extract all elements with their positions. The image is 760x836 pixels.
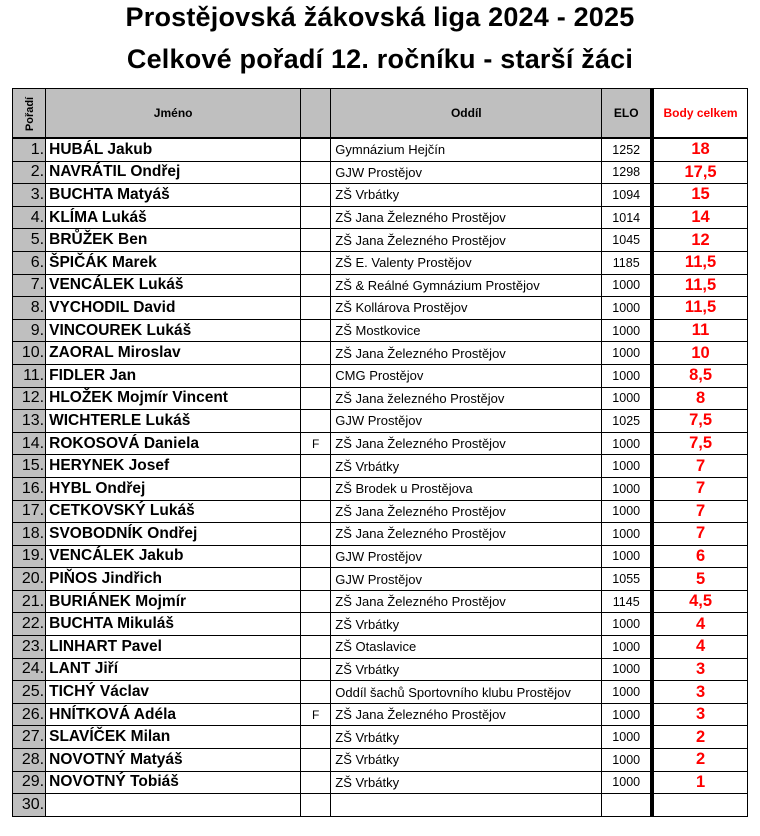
table-row: [13, 161, 748, 184]
row-name: SLAVÍČEK Milan: [46, 726, 301, 749]
row-name: VENCÁLEK Jakub: [46, 545, 301, 568]
row-elo: [602, 794, 652, 817]
row-name: HYBL Ondřej: [46, 477, 301, 500]
row-position: 17.: [13, 500, 46, 523]
row-position: 8.: [13, 297, 46, 320]
row-flag: [301, 410, 331, 433]
table-row: [13, 455, 748, 478]
row-flag: F: [301, 432, 331, 455]
row-name: NOVOTNÝ Matyáš: [46, 749, 301, 772]
row-name: CETKOVSKÝ Lukáš: [46, 500, 301, 523]
row-points: 12: [652, 229, 747, 252]
table-row: [13, 500, 748, 523]
table-body: [13, 138, 748, 816]
row-elo: 1000: [602, 297, 652, 320]
row-elo: 1000: [602, 342, 652, 365]
row-flag: [301, 364, 331, 387]
row-points: 11,5: [652, 274, 747, 297]
row-club: GJW Prostějov: [331, 161, 602, 184]
row-points: 1: [652, 771, 747, 794]
row-elo: 1298: [602, 161, 652, 184]
table-row: [13, 771, 748, 794]
table-row: [13, 138, 748, 161]
row-name: BURIÁNEK Mojmír: [46, 590, 301, 613]
row-name: FIDLER Jan: [46, 364, 301, 387]
row-club: ZŠ Jana Železného Prostějov: [331, 703, 602, 726]
row-position: 2.: [13, 161, 46, 184]
row-club: ZŠ Jana Železného Prostějov: [331, 590, 602, 613]
row-name: HUBÁL Jakub: [46, 138, 301, 161]
row-flag: [301, 545, 331, 568]
row-flag: [301, 477, 331, 500]
row-points: 4: [652, 613, 747, 636]
row-name: BUCHTA Matyáš: [46, 184, 301, 207]
row-elo: 1000: [602, 455, 652, 478]
row-flag: [301, 771, 331, 794]
row-name: WICHTERLE Lukáš: [46, 410, 301, 433]
table-row: [13, 206, 748, 229]
row-name: KLÍMA Lukáš: [46, 206, 301, 229]
row-name: VENCÁLEK Lukáš: [46, 274, 301, 297]
header-elo: ELO: [602, 89, 652, 139]
table-row: [13, 297, 748, 320]
row-position: 5.: [13, 229, 46, 252]
row-elo: 1000: [602, 636, 652, 659]
table-row: [13, 477, 748, 500]
row-flag: [301, 274, 331, 297]
header-points: Body celkem: [652, 89, 747, 139]
table-row: [13, 681, 748, 704]
row-elo: 1000: [602, 477, 652, 500]
row-flag: [301, 342, 331, 365]
row-points: 17,5: [652, 161, 747, 184]
row-club: GJW Prostějov: [331, 568, 602, 591]
row-flag: F: [301, 703, 331, 726]
row-club: GJW Prostějov: [331, 545, 602, 568]
row-elo: 1000: [602, 319, 652, 342]
row-position: 19.: [13, 545, 46, 568]
row-club: Gymnázium Hejčín: [331, 138, 602, 161]
row-club: [331, 794, 602, 817]
row-elo: 1014: [602, 206, 652, 229]
row-name: BUCHTA Mikuláš: [46, 613, 301, 636]
row-club: ZŠ Jana Železného Prostějov: [331, 206, 602, 229]
row-name: VYCHODIL David: [46, 297, 301, 320]
row-points: 3: [652, 658, 747, 681]
row-points: 4,5: [652, 590, 747, 613]
table-row: [13, 749, 748, 772]
row-flag: [301, 387, 331, 410]
row-flag: [301, 251, 331, 274]
row-club: ZŠ Otaslavice: [331, 636, 602, 659]
row-position: 30.: [13, 794, 46, 817]
header-position: Pořadí: [13, 89, 46, 139]
row-club: CMG Prostějov: [331, 364, 602, 387]
table-row: [13, 364, 748, 387]
row-flag: [301, 500, 331, 523]
row-points: 8,5: [652, 364, 747, 387]
row-points: [652, 794, 747, 817]
row-club: Oddíl šachů Sportovního klubu Prostějov: [331, 681, 602, 704]
row-position: 23.: [13, 636, 46, 659]
row-points: 11: [652, 319, 747, 342]
row-points: 7: [652, 523, 747, 546]
row-club: ZŠ E. Valenty Prostějov: [331, 251, 602, 274]
row-elo: 1000: [602, 432, 652, 455]
row-elo: 1000: [602, 658, 652, 681]
row-flag: [301, 523, 331, 546]
row-club: ZŠ & Reálné Gymnázium Prostějov: [331, 274, 602, 297]
row-points: 5: [652, 568, 747, 591]
header-flag: [301, 89, 331, 139]
row-position: 28.: [13, 749, 46, 772]
table-row: [13, 636, 748, 659]
row-elo: 1000: [602, 726, 652, 749]
table-row: [13, 387, 748, 410]
row-position: 25.: [13, 681, 46, 704]
row-name: [46, 794, 301, 817]
row-elo: 1000: [602, 274, 652, 297]
row-name: HLOŽEK Mojmír Vincent: [46, 387, 301, 410]
document-subtitle: Celkové pořadí 12. ročníku - starší žáci: [126, 44, 634, 74]
row-points: 4: [652, 636, 747, 659]
row-position: 24.: [13, 658, 46, 681]
table-row: [13, 523, 748, 546]
header-club: Oddíl: [331, 89, 602, 139]
row-position: 18.: [13, 523, 46, 546]
table-row: [13, 568, 748, 591]
row-position: 21.: [13, 590, 46, 613]
table-row: [13, 251, 748, 274]
row-points: 2: [652, 749, 747, 772]
row-elo: 1000: [602, 681, 652, 704]
row-position: 6.: [13, 251, 46, 274]
row-elo: 1185: [602, 251, 652, 274]
row-points: 15: [652, 184, 747, 207]
row-club: ZŠ Jana železného Prostějov: [331, 387, 602, 410]
row-points: 11,5: [652, 297, 747, 320]
row-flag: [301, 206, 331, 229]
table-row: [13, 726, 748, 749]
row-club: ZŠ Brodek u Prostějova: [331, 477, 602, 500]
row-elo: 1055: [602, 568, 652, 591]
row-elo: 1000: [602, 749, 652, 772]
table-row: [13, 410, 748, 433]
row-elo: 1000: [602, 523, 652, 546]
row-elo: 1000: [602, 364, 652, 387]
row-club: ZŠ Jana Železného Prostějov: [331, 432, 602, 455]
row-flag: [301, 658, 331, 681]
row-position: 10.: [13, 342, 46, 365]
row-flag: [301, 455, 331, 478]
header-name: Jméno: [46, 89, 301, 139]
table-header-row: [13, 89, 748, 139]
table-row: [13, 613, 748, 636]
row-position: 22.: [13, 613, 46, 636]
row-name: LANT Jiří: [46, 658, 301, 681]
row-position: 20.: [13, 568, 46, 591]
row-position: 13.: [13, 410, 46, 433]
row-flag: [301, 613, 331, 636]
row-points: 18: [652, 138, 747, 161]
row-elo: 1000: [602, 703, 652, 726]
table-row: [13, 432, 748, 455]
row-club: GJW Prostějov: [331, 410, 602, 433]
row-position: 16.: [13, 477, 46, 500]
row-position: 12.: [13, 387, 46, 410]
row-flag: [301, 319, 331, 342]
table-row: [13, 342, 748, 365]
row-position: 29.: [13, 771, 46, 794]
table-row: [13, 590, 748, 613]
row-club: ZŠ Vrbátky: [331, 184, 602, 207]
row-name: ŠPIČÁK Marek: [46, 251, 301, 274]
row-name: HERYNEK Josef: [46, 455, 301, 478]
row-position: 27.: [13, 726, 46, 749]
row-flag: [301, 297, 331, 320]
row-flag: [301, 726, 331, 749]
row-flag: [301, 590, 331, 613]
row-flag: [301, 568, 331, 591]
row-club: ZŠ Jana Železného Prostějov: [331, 500, 602, 523]
row-points: 11,5: [652, 251, 747, 274]
row-name: ZAORAL Miroslav: [46, 342, 301, 365]
row-name: NAVRÁTIL Ondřej: [46, 161, 301, 184]
row-points: 6: [652, 545, 747, 568]
row-position: 7.: [13, 274, 46, 297]
row-club: ZŠ Jana Železného Prostějov: [331, 342, 602, 365]
row-name: BRŮŽEK Ben: [46, 229, 301, 252]
row-points: 2: [652, 726, 747, 749]
table-row: [13, 703, 748, 726]
row-elo: 1000: [602, 613, 652, 636]
row-club: ZŠ Jana Železného Prostějov: [331, 523, 602, 546]
row-elo: 1045: [602, 229, 652, 252]
row-flag: [301, 229, 331, 252]
row-position: 1.: [13, 138, 46, 161]
row-club: ZŠ Vrbátky: [331, 658, 602, 681]
row-position: 15.: [13, 455, 46, 478]
row-position: 9.: [13, 319, 46, 342]
row-points: 14: [652, 206, 747, 229]
row-flag: [301, 138, 331, 161]
row-club: ZŠ Vrbátky: [331, 613, 602, 636]
row-club: ZŠ Kollárova Prostějov: [331, 297, 602, 320]
row-elo: 1094: [602, 184, 652, 207]
row-flag: [301, 184, 331, 207]
row-position: 4.: [13, 206, 46, 229]
row-flag: [301, 681, 331, 704]
table-row: [13, 545, 748, 568]
row-name: SVOBODNÍK Ondřej: [46, 523, 301, 546]
row-elo: 1025: [602, 410, 652, 433]
row-position: 11.: [13, 364, 46, 387]
table-row: [13, 274, 748, 297]
row-elo: 1000: [602, 387, 652, 410]
row-points: 3: [652, 703, 747, 726]
row-points: 10: [652, 342, 747, 365]
row-name: LINHART Pavel: [46, 636, 301, 659]
table-row: [13, 184, 748, 207]
table-row: [13, 319, 748, 342]
row-elo: 1000: [602, 771, 652, 794]
table-row: [13, 794, 748, 817]
row-club: ZŠ Vrbátky: [331, 749, 602, 772]
row-name: PIŇOS Jindřich: [46, 568, 301, 591]
row-points: 7,5: [652, 432, 747, 455]
row-elo: 1000: [602, 500, 652, 523]
row-elo: 1000: [602, 545, 652, 568]
row-points: 7: [652, 500, 747, 523]
row-name: HNÍTKOVÁ Adéla: [46, 703, 301, 726]
row-name: TICHÝ Václav: [46, 681, 301, 704]
row-club: ZŠ Vrbátky: [331, 771, 602, 794]
row-flag: [301, 161, 331, 184]
document-title: Prostějovská žákovská liga 2024 - 2025: [125, 2, 635, 32]
row-name: ROKOSOVÁ Daniela: [46, 432, 301, 455]
row-points: 7: [652, 455, 747, 478]
row-club: ZŠ Vrbátky: [331, 726, 602, 749]
row-elo: 1145: [602, 590, 652, 613]
row-flag: [301, 636, 331, 659]
row-position: 14.: [13, 432, 46, 455]
row-position: 26.: [13, 703, 46, 726]
row-position: 3.: [13, 184, 46, 207]
row-club: ZŠ Mostkovice: [331, 319, 602, 342]
row-points: 8: [652, 387, 747, 410]
row-points: 7,5: [652, 410, 747, 433]
row-elo: 1252: [602, 138, 652, 161]
table-row: [13, 229, 748, 252]
row-flag: [301, 749, 331, 772]
row-name: VINCOUREK Lukáš: [46, 319, 301, 342]
row-points: 3: [652, 681, 747, 704]
row-flag: [301, 794, 331, 817]
standings-table: [12, 88, 748, 817]
row-points: 7: [652, 477, 747, 500]
row-club: ZŠ Jana Železného Prostějov: [331, 229, 602, 252]
row-club: ZŠ Vrbátky: [331, 455, 602, 478]
table-row: [13, 658, 748, 681]
row-name: NOVOTNÝ Tobiáš: [46, 771, 301, 794]
